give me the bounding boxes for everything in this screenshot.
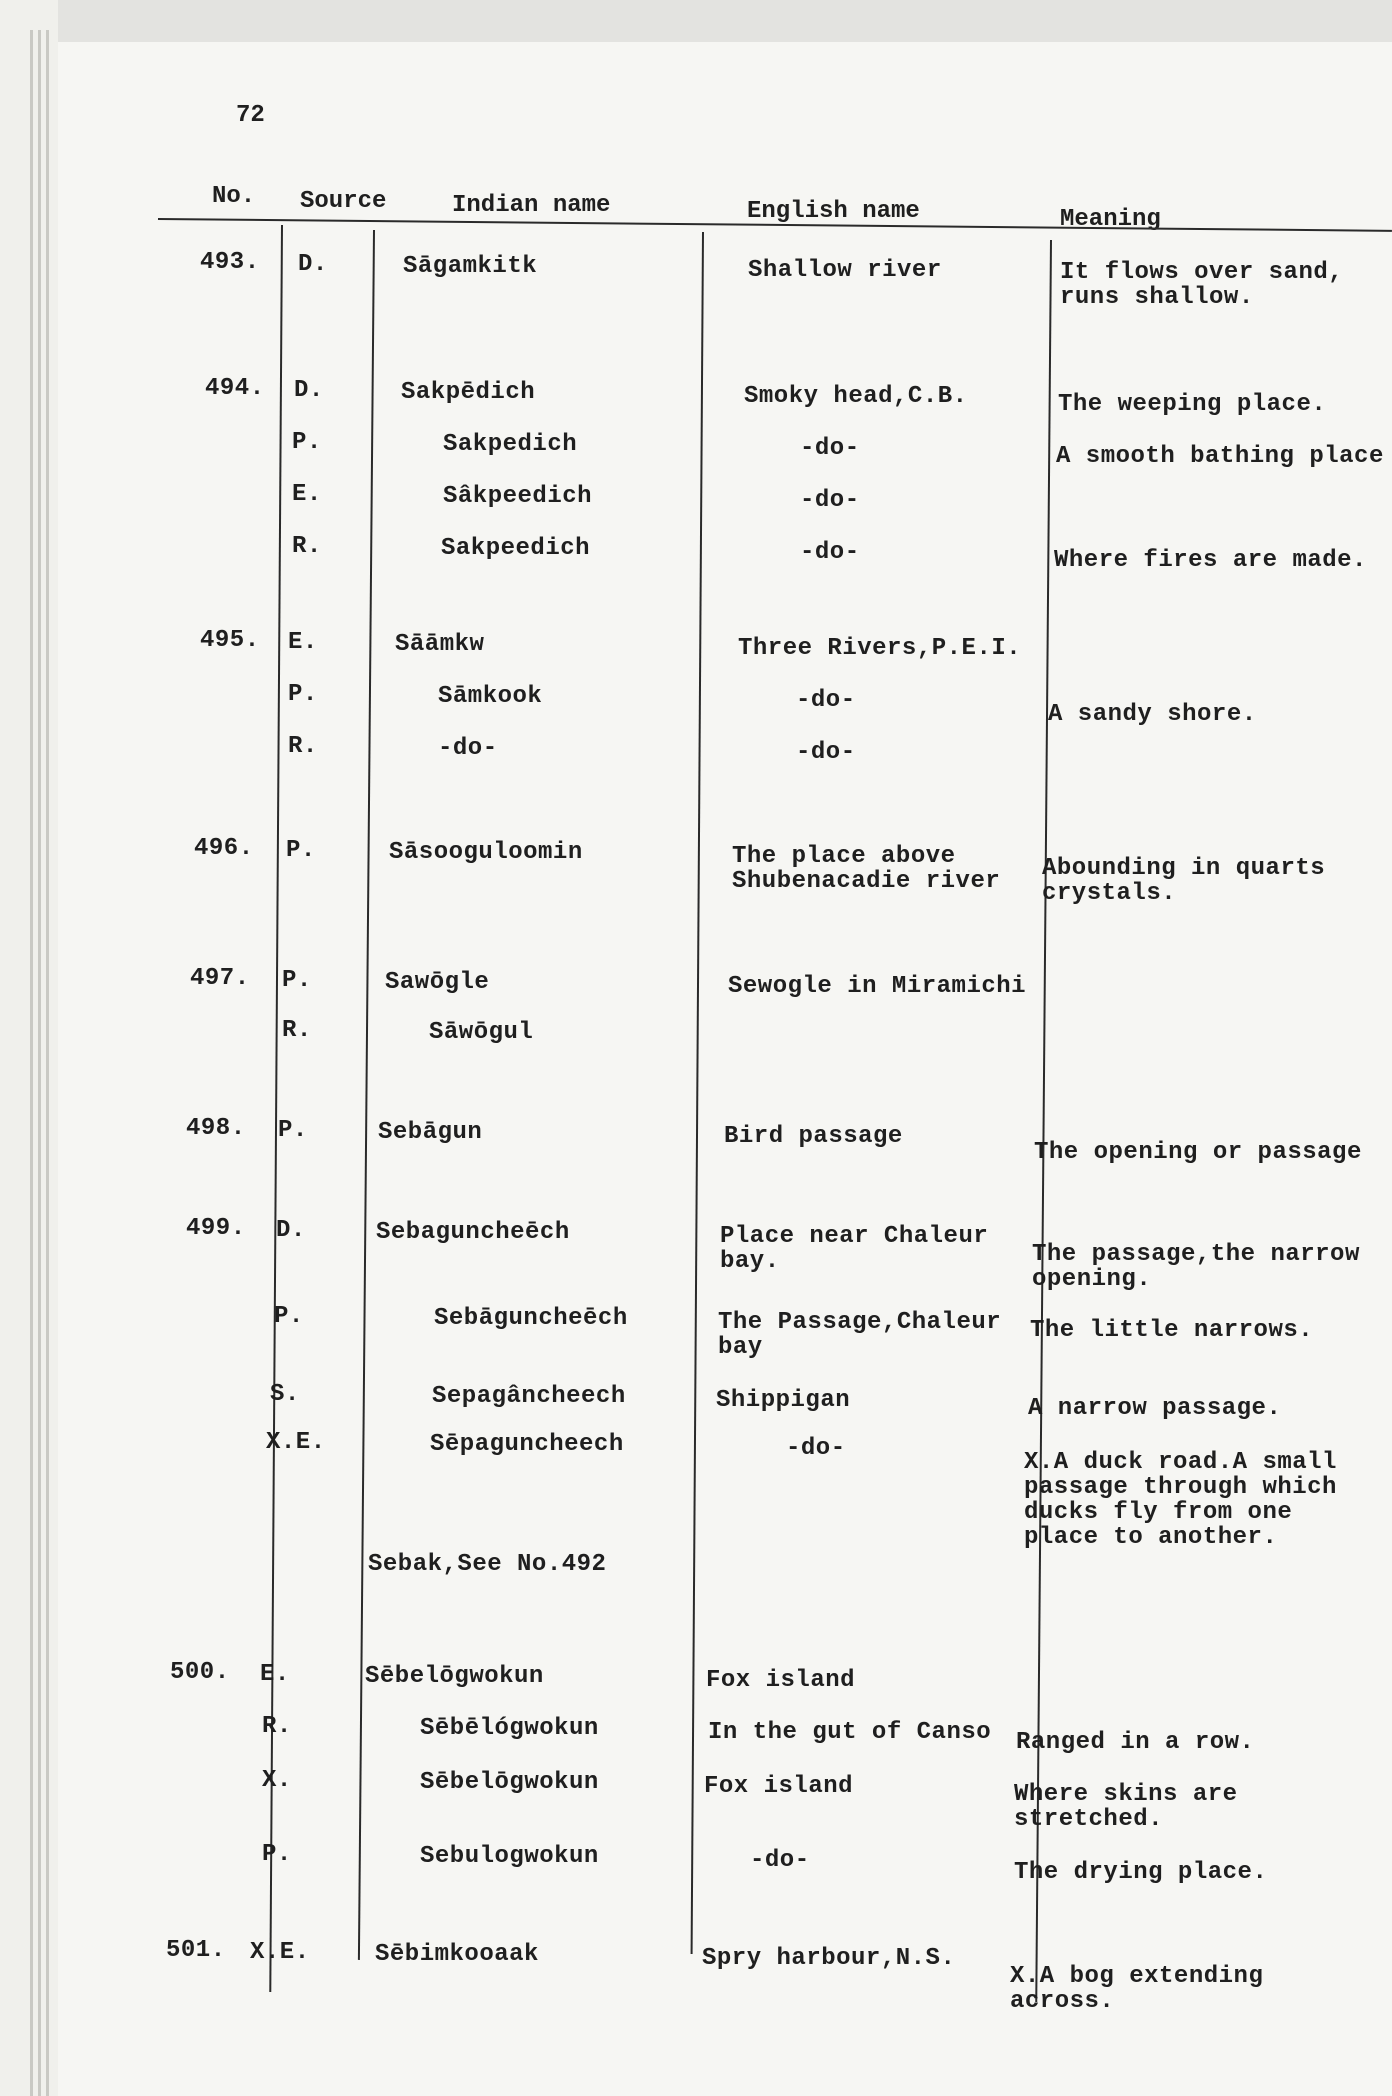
entry-english-name: Shallow river <box>748 257 942 284</box>
entry-meaning: The little narrows. <box>1030 1317 1314 1344</box>
entry-number: 499. <box>186 1215 246 1242</box>
entry-indian-name: Sēbimkooaak <box>375 1941 539 1968</box>
entry-number: 496. <box>194 835 254 862</box>
entry-source: X. <box>262 1767 292 1794</box>
entry-source: E. <box>292 481 322 508</box>
entry-indian-name: Sēbelōgwokun <box>365 1663 544 1690</box>
entry-meaning: The weeping place. <box>1058 391 1327 418</box>
entry-meaning: Abounding in quarts crystals. <box>1042 855 1326 907</box>
entry-english-name: The place above Shubenacadie river <box>732 843 1001 895</box>
header-indian-name: Indian name <box>452 192 611 219</box>
entry-indian-name: Sakpēdich <box>401 379 536 406</box>
entry-indian-name: Sēbelōgwokun <box>420 1769 599 1796</box>
entry-indian-name: Sāmkook <box>438 683 543 710</box>
entry-indian-name: Sâkpeedich <box>443 483 593 510</box>
entry-source: E. <box>260 1661 290 1688</box>
entry-meaning: It flows over sand, runs shallow. <box>1060 259 1344 311</box>
entry-english-name: -do- <box>750 1847 810 1874</box>
entry-indian-name: Sebulogwokun <box>420 1843 599 1870</box>
page-edge <box>30 30 33 2096</box>
page-edge <box>38 30 41 2096</box>
entry-english-name: Smoky head,C.B. <box>744 383 968 410</box>
entry-meaning: A sandy shore. <box>1048 701 1257 728</box>
entry-meaning: X.A bog extending across. <box>1010 1963 1264 2015</box>
entry-source: R. <box>262 1713 292 1740</box>
entry-number: 498. <box>186 1115 246 1142</box>
entry-english-name: -do- <box>800 435 860 462</box>
header-english-name: English name <box>747 198 920 225</box>
entry-indian-name: Sakpeedich <box>441 535 591 562</box>
entry-meaning: The drying place. <box>1014 1859 1268 1886</box>
entry-source: D. <box>276 1217 306 1244</box>
entry-meaning: X.A duck road.A small passage through which ducks fly from one place to another. <box>1024 1449 1337 1551</box>
entry-english-name: Fox island <box>704 1773 854 1800</box>
entry-english-name: In the gut of Canso <box>708 1719 992 1746</box>
entry-source: D. <box>294 377 324 404</box>
entry-source: P. <box>288 681 318 708</box>
entry-indian-name: Sepagâncheech <box>432 1383 626 1410</box>
binding-margin <box>0 0 58 2096</box>
entry-english-name: -do- <box>786 1435 846 1462</box>
entry-english-name: Shippigan <box>716 1387 851 1414</box>
entry-source: X.E. <box>266 1429 326 1456</box>
entry-indian-name: Sēpaguncheech <box>430 1431 624 1458</box>
entry-indian-name: Sēbēlógwokun <box>420 1715 599 1742</box>
entry-english-name: -do- <box>800 539 860 566</box>
entry-meaning: The passage,the narrow opening. <box>1032 1241 1360 1293</box>
entry-english-name: Fox island <box>706 1667 856 1694</box>
entry-source: P. <box>262 1841 292 1868</box>
entry-english-name: -do- <box>796 687 856 714</box>
page-number: 72 <box>236 102 265 129</box>
entry-indian-name: Sebāgun <box>378 1119 483 1146</box>
entry-source: P. <box>292 429 322 456</box>
entry-source: P. <box>274 1303 304 1330</box>
entry-source: P. <box>278 1117 308 1144</box>
entry-meaning: Ranged in a row. <box>1016 1729 1255 1756</box>
entry-source: R. <box>282 1017 312 1044</box>
entry-meaning: Where skins are stretched. <box>1014 1781 1238 1833</box>
entry-meaning: A narrow passage. <box>1028 1395 1282 1422</box>
entry-source: S. <box>270 1381 300 1408</box>
header-meaning: Meaning <box>1060 206 1161 233</box>
entry-number: 500. <box>170 1659 230 1686</box>
entry-source: P. <box>282 967 312 994</box>
entry-meaning: The opening or passage <box>1034 1139 1362 1166</box>
entry-source: R. <box>292 533 322 560</box>
entry-source: E. <box>288 629 318 656</box>
entry-indian-name: Sebak,See No.492 <box>368 1551 607 1578</box>
entry-indian-name: Sebaguncheēch <box>376 1219 570 1246</box>
entry-english-name: Three Rivers,P.E.I. <box>738 635 1022 662</box>
entry-source: D. <box>298 251 328 278</box>
entry-number: 493. <box>200 249 260 276</box>
entry-indian-name: Sāgamkitk <box>403 253 538 280</box>
entry-source: P. <box>286 837 316 864</box>
header-source: Source <box>300 188 387 215</box>
entry-indian-name: Sakpedich <box>443 431 578 458</box>
entry-indian-name: Sebāguncheēch <box>434 1305 628 1332</box>
entry-indian-name: Sāsooguloomin <box>389 839 583 866</box>
entry-number: 497. <box>190 965 250 992</box>
entry-meaning: A smooth bathing place <box>1056 443 1384 470</box>
entry-indian-name: Sāāmkw <box>395 631 485 658</box>
entry-meaning: Where fires are made. <box>1054 547 1367 574</box>
entry-english-name: -do- <box>796 739 856 766</box>
entry-indian-name: Sawōgle <box>385 969 490 996</box>
entry-number: 495. <box>200 627 260 654</box>
entry-english-name: -do- <box>800 487 860 514</box>
entry-english-name: Spry harbour,N.S. <box>702 1945 956 1972</box>
entry-source: R. <box>288 733 318 760</box>
entry-indian-name: -do- <box>438 735 498 762</box>
entry-number: 501. <box>166 1937 226 1964</box>
entry-source: X.E. <box>250 1939 310 1966</box>
entry-english-name: Place near Chaleur bay. <box>720 1223 989 1275</box>
entry-english-name: The Passage,Chaleur bay <box>718 1309 1002 1361</box>
entry-english-name: Sewogle in Miramichi <box>728 973 1027 1000</box>
page-edge <box>46 30 49 2096</box>
entry-english-name: Bird passage <box>724 1123 903 1150</box>
header-no: No. <box>212 183 256 210</box>
entry-indian-name: Sāwōgul <box>429 1019 534 1046</box>
entry-number: 494. <box>205 375 265 402</box>
